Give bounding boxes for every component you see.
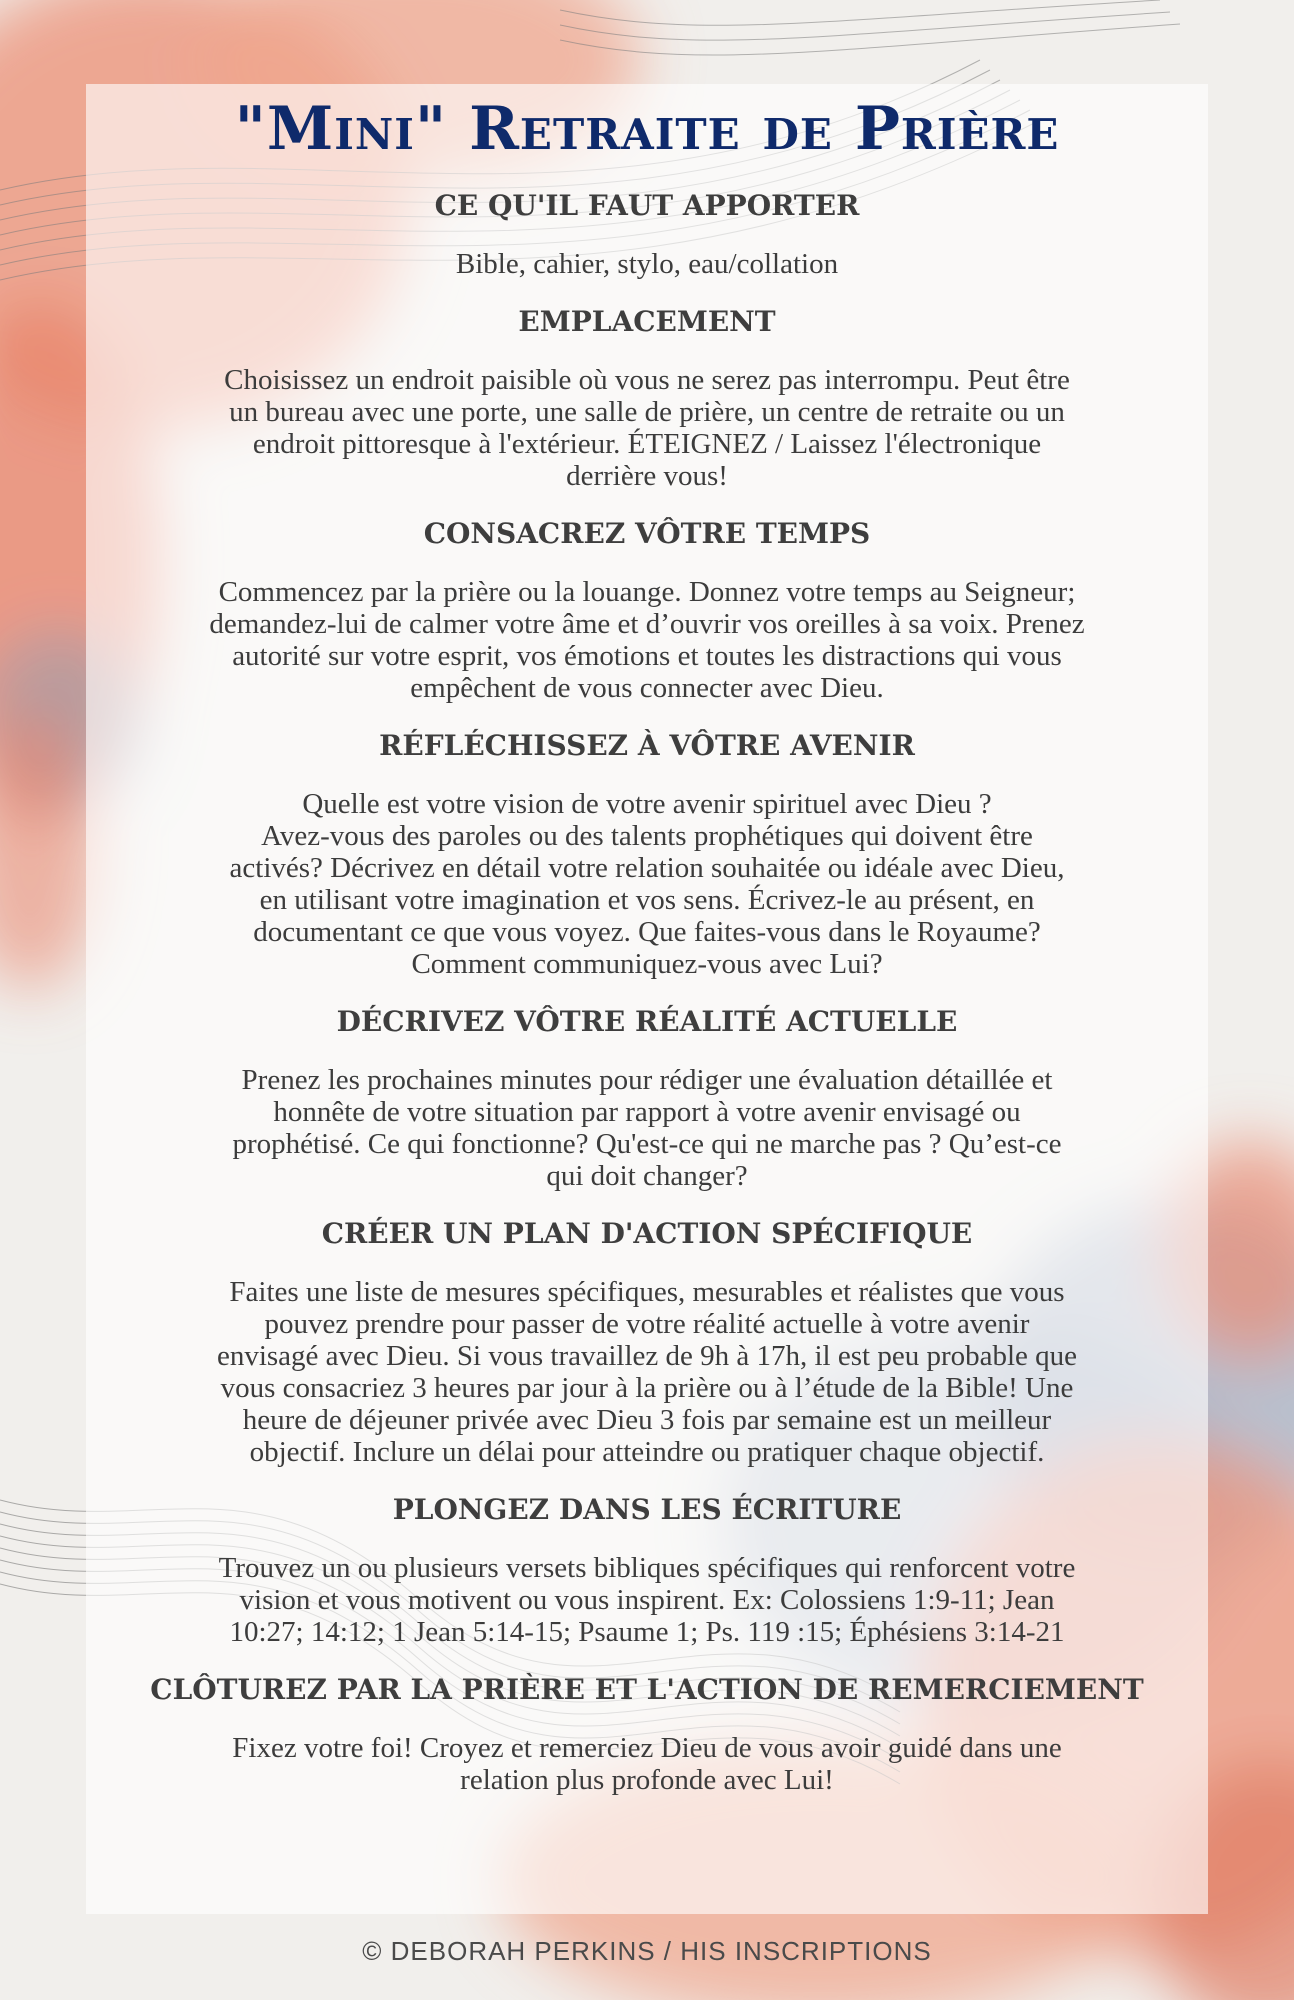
section-heading: EMPLACEMENT — [518, 305, 776, 338]
section-reality — [117, 1004, 1177, 1192]
section-body: Bible, cahier, stylo, eau/collation — [455, 248, 839, 280]
section-heading: RÉFLÉCHISSEZ À VÔTRE AVENIR — [379, 729, 915, 762]
section-heading: CONSACREZ VÔTRE TEMPS — [423, 517, 871, 550]
section-body: Fixez votre foi! Croyez et remerciez Dieu de vous avoir guidé dans une relation plus profonde avec Lui! — [232, 1732, 1062, 1796]
section-body: Faites une liste de mesures spécifiques, mesurables et réalistes que vous pouvez prendre pour passer de votre réalité actuelle à votre avenir envisagé avec Dieu. Si vous travaillez de 9h à 17h, il est peu probable que vous consacriez 3 heures par jour à la prière ou à l’étude de la Bible! Une heure de déjeuner privée avec Dieu 3 fois par semaine est un meilleur objectif. Inclure un délai pour atteindre ou pratiquer chaque objectif. — [216, 1276, 1078, 1468]
section-heading: CE QU'IL FAUT APPORTER — [434, 189, 860, 222]
section-heading: CLÔTUREZ PAR LA PRIÈRE ET L'ACTION DE REMERCIEMENT — [150, 1673, 1144, 1706]
section-location — [117, 304, 1177, 492]
document-body — [86, 84, 1208, 1796]
section-heading: PLONGEZ DANS LES ÉCRITURE — [392, 1493, 902, 1526]
section-bring — [117, 188, 1177, 280]
section-body: Choisissez un endroit paisible où vous ne serez pas interrompu. Peut être un bureau avec une porte, une salle de prière, un centre de retraite ou un endroit pittoresque à l'extérieur. ÉTEIGNEZ / Laissez l'électronique derrière vous! — [224, 364, 1070, 492]
section-body: Prenez les prochaines minutes pour rédiger une évaluation détaillée et honnête de votre situation par rapport à votre avenir envisagé ou prophétisé. Ce qui fonctionne? Qu'est-ce qui ne marche pas ? Qu’est-ce qui doit changer? — [232, 1064, 1062, 1192]
section-future — [117, 728, 1177, 980]
section-body: Quelle est votre vision de votre avenir spirituel avec Dieu ? Avez-vous des paroles ou des talents prophétiques qui doivent être activés? Décrivez en détail votre relation souhaitée ou idéale avec Dieu, en utilisant votre imagination et vos sens. Écrivez-le au présent, en documentant ce que vous voyez. Que faites-vous dans le Royaume? Comment communiquez-vous avec Lui? — [229, 788, 1065, 980]
section-body: Commencez par la prière ou la louange. Donnez votre temps au Seigneur; demandez-lui de calmer votre âme et d’ouvrir vos oreilles à sa voix. Prenez autorité sur votre esprit, vos émotions et toutes les distractions qui vous empêchent de vous connecter avec Dieu. — [209, 576, 1085, 704]
section-scripture — [117, 1492, 1177, 1648]
section-closing — [117, 1672, 1177, 1796]
section-heading: CRÉER UN PLAN D'ACTION SPÉCIFIQUE — [321, 1217, 973, 1250]
section-action-plan — [117, 1216, 1177, 1468]
section-dedicate-time — [117, 516, 1177, 704]
section-body: Trouvez un ou plusieurs versets bibliques spécifiques qui renforcent votre vision et vous motivent ou vous inspirent. Ex: Colossiens 1:9-11; Jean 10:27; 14:12; 1 Jean 5:14-15; Psaume 1; Ps. 119 :15; Éphésiens 3:14-21 — [218, 1552, 1076, 1648]
section-heading: DÉCRIVEZ VÔTRE RÉALITÉ ACTUELLE — [336, 1005, 958, 1038]
copyright-footer: © DEBORAH PERKINS / HIS INSCRIPTIONS — [362, 1936, 932, 1966]
page-title: "Mini" Retraite de Prière — [234, 94, 1060, 164]
